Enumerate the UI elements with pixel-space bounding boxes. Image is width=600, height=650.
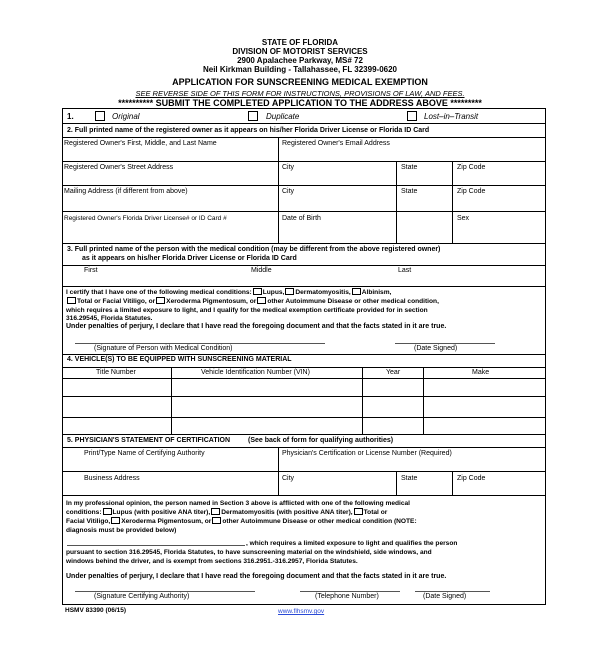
perjury-statement: Under penalties of perjury, I declare that I have read the foregoing document and that the facts stated in it are true.: [66, 573, 447, 580]
business-address-label: Business Address: [84, 475, 140, 482]
license-number-label: Registered Owner's Florida Driver License# or ID Card #: [64, 215, 227, 222]
col-vin: Vehicle Identification Number (VIN): [201, 369, 310, 376]
divider: [396, 161, 397, 243]
certify-line1: I certify that I have one of the following medical conditions: Lupus, Dermatomyositis, Albinism,: [66, 289, 392, 296]
lost-in-transit-label: Lost–in–Transit: [424, 112, 479, 121]
divider: [62, 211, 546, 212]
opinion-line2: conditions: Lupus (with positive ANA titer), Dermatomyositis (with positive ANA titer), Total or: [66, 509, 388, 516]
header-address: 2900 Apalachee Parkway, MS# 72: [237, 56, 363, 65]
divider: [171, 367, 172, 434]
header-division: DIVISION OF MOTORIST SERVICES: [232, 47, 368, 56]
divider: [62, 367, 546, 368]
duplicate-label: Duplicate: [266, 112, 300, 121]
col-title-number: Title Number: [96, 369, 136, 376]
divider: [423, 367, 424, 434]
albinism-checkbox[interactable]: [352, 288, 361, 295]
divider: [62, 123, 546, 124]
certifier-signature-label: (Signature Certifying Authority): [94, 593, 190, 600]
requires-line2: pursuant to section 316.29545, Florida Statutes, to have sunscreening material on the windshield, side windows, and: [66, 549, 432, 556]
table-row: [62, 396, 546, 397]
original-checkbox[interactable]: [95, 111, 105, 121]
lupus-checkbox[interactable]: [253, 288, 262, 295]
divider: [62, 447, 546, 448]
owner-street-label: Registered Owner's Street Address: [64, 164, 174, 171]
opinion-line1: In my professional opinion, the person named in Section 3 above is afflicted with one of the following medical: [66, 500, 411, 507]
date-signed-label: (Date Signed): [423, 593, 467, 600]
divider: [62, 161, 546, 162]
signature-line[interactable]: [75, 343, 325, 344]
section4-heading: 4. VEHICLE(S) TO BE EQUIPPED WITH SUNSCREENING MATERIAL: [67, 356, 292, 363]
opinion-line4: diagnosis must be provided below): [66, 527, 177, 534]
phone-line[interactable]: [300, 591, 400, 592]
date-signed-label: (Date Signed): [414, 345, 458, 352]
middle-name-label: Middle: [251, 267, 272, 274]
divider: [62, 354, 546, 355]
section3-heading: 3. Full printed name of the person with the medical condition (may be different from the above registered owner): [67, 246, 441, 253]
state-label: State: [401, 164, 418, 171]
header-state: STATE OF FLORIDA: [261, 38, 339, 47]
certifying-authority-label: Print/Type Name of Certifying Authority: [84, 450, 205, 457]
lupus-ana-checkbox[interactable]: [103, 508, 112, 515]
duplicate-checkbox[interactable]: [248, 111, 258, 121]
other-condition-checkbox[interactable]: [212, 517, 221, 524]
perjury-statement: Under penalties of perjury, I declare that I have read the foregoing document and that the facts stated in it are true.: [66, 323, 447, 330]
divider: [62, 286, 546, 287]
zip-label: Zip Code: [457, 188, 486, 195]
requires-line1: , which requires a limited exposure to light and qualifies the person: [246, 540, 458, 547]
section5-heading: 5. PHYSICIAN'S STATEMENT OF CERTIFICATION (See back of form for qualifying authorities): [67, 437, 394, 444]
divider: [452, 161, 453, 243]
submit-note: ********** SUBMIT THE COMPLETED APPLICATION TO THE ADDRESS ABOVE *********: [118, 98, 482, 108]
col-make: Make: [472, 369, 490, 376]
first-name-label: First: [84, 267, 98, 274]
form-number: HSMV 83390 (06/15): [65, 607, 127, 614]
divider: [62, 185, 546, 186]
see-reverse-note: SEE REVERSE SIDE OF THIS FORM FOR INSTRUCTIONS, PROVISIONS OF LAW, AND FEES.: [135, 89, 465, 98]
date-line[interactable]: [395, 343, 495, 344]
certify-line3: which requires a limited exposure to light, and I qualify for the medical exemption certificate provided for in section: [66, 307, 428, 314]
divider: [62, 434, 546, 435]
divider: [452, 471, 453, 495]
original-label: Original: [112, 112, 140, 121]
xeroderma-checkbox[interactable]: [156, 297, 165, 304]
col-year: Year: [386, 369, 401, 376]
xeroderma-checkbox[interactable]: [111, 517, 120, 524]
state-label: State: [401, 188, 418, 195]
divider: [362, 367, 363, 434]
dermatomyositis-checkbox[interactable]: [285, 288, 294, 295]
lost-in-transit-checkbox[interactable]: [407, 111, 417, 121]
zip-label: Zip Code: [457, 475, 486, 482]
certify-line4: 316.29545, Florida Statutes.: [66, 315, 153, 322]
divider: [278, 137, 279, 243]
section1-number: 1.: [67, 112, 74, 121]
requires-line3: windows behind the driver, and is exempt from sections 316.2951.-316.2957, Florida Statutes.: [66, 558, 358, 565]
section2-heading: 2. Full printed name of the registered owner as it appears on his/her Florida Driver License or Florida ID Card: [67, 127, 430, 134]
vitiligo-checkbox[interactable]: [67, 297, 76, 304]
section3-heading-line2: as it appears on his/her Florida Driver License or Florida ID Card: [82, 255, 297, 262]
dob-label: Date of Birth: [282, 215, 321, 222]
divider: [62, 378, 546, 379]
mailing-address-label: Mailing Address (if different from above): [64, 188, 188, 195]
last-name-label: Last: [398, 267, 412, 274]
zip-label: Zip Code: [457, 164, 486, 171]
form-title: APPLICATION FOR SUNSCREENING MEDICAL EXEMPTION: [172, 77, 428, 87]
table-row: [62, 417, 546, 418]
date-line[interactable]: [415, 591, 490, 592]
signature-label: (Signature of Person with Medical Condition): [94, 345, 233, 352]
city-label: City: [282, 164, 295, 171]
city-label: City: [282, 475, 295, 482]
owner-name-label: Registered Owner's First, Middle, and Last Name: [64, 140, 217, 147]
divider: [396, 471, 397, 495]
physician-license-label: Physician's Certification or License Number (Required): [282, 450, 452, 457]
website-link[interactable]: www.flhsmv.gov: [278, 608, 325, 615]
divider: [62, 471, 546, 472]
divider: [62, 137, 546, 138]
sex-label: Sex: [457, 215, 470, 222]
city-label: City: [282, 188, 295, 195]
divider: [62, 243, 546, 244]
divider: [62, 495, 546, 496]
other-condition-checkbox[interactable]: [257, 297, 266, 304]
certify-line2: Total or Facial Vitiligo, or Xeroderma Pigmentosum, or other Autoimmune Disease or other medical condition,: [66, 297, 439, 306]
opinion-line3: Facial Vitiligo, Xeroderma Pigmentosum, or other Autoimmune Disease or other medical condition (NOTE:: [66, 518, 417, 525]
vitiligo-checkbox[interactable]: [354, 508, 363, 515]
dermatomyositis-ana-checkbox[interactable]: [211, 508, 220, 515]
signature-line[interactable]: [75, 591, 255, 592]
telephone-label: (Telephone Number): [315, 593, 379, 600]
diagnosis-line[interactable]: [67, 545, 245, 546]
state-label: State: [401, 475, 418, 482]
header-building: Neil Kirkman Building - Tallahassee, FL 32399-0620: [202, 65, 397, 74]
owner-email-label: Registered Owner's Email Address: [282, 140, 390, 147]
divider: [62, 265, 546, 266]
